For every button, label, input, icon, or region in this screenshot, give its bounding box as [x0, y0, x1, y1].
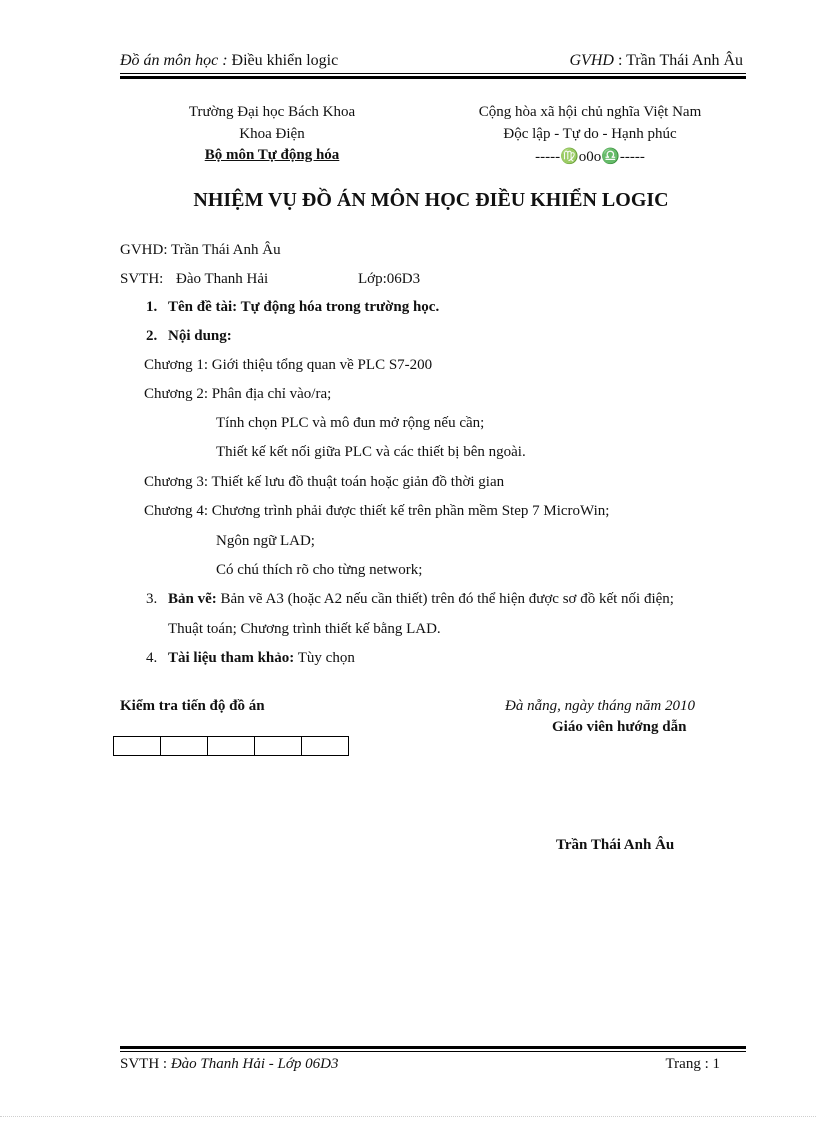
page-edge-divider [0, 1116, 816, 1117]
progress-cell [255, 737, 302, 756]
header-left [120, 52, 338, 70]
header-gvhd-label: GVHD [569, 52, 614, 69]
signer-name: Trần Thái Anh Âu [556, 837, 675, 853]
page-title: NHIỆM VỤ ĐỒ ÁN MÔN HỌC ĐIỀU KHIỂN LOGIC [193, 189, 669, 211]
footer-rule-thin [120, 1051, 746, 1052]
item-3-number: 3. [146, 591, 158, 607]
item-4-line [168, 650, 355, 667]
signer-role: Giáo viên hướng dẫn [552, 719, 687, 735]
chapter-4-sub-b: Có chú thích rõ cho từng network; [216, 562, 423, 578]
place-date: Đà nẵng, ngày tháng năm 2010 [505, 698, 695, 714]
item-3-continuation: Thuật toán; Chương trình thiết kế bằng LAD. [168, 621, 441, 637]
progress-cell [161, 737, 208, 756]
national-ornament: -----♍o0o♎----- [535, 149, 645, 165]
footer-student-info: Đào Thanh Hải - Lớp 06D3 [167, 1056, 339, 1072]
item-3-text: Bản vẽ A3 (hoặc A2 nếu cần thiết) trên đó thể hiện được sơ đồ kết nối điện; [216, 591, 674, 607]
chapter-2: Chương 2: Phân địa chỉ vào/ra; [144, 386, 332, 402]
header-right [570, 52, 744, 70]
chapter-3: Chương 3: Thiết kế lưu đồ thuật toán hoặc giản đồ thời gian [144, 474, 505, 490]
progress-label: Kiểm tra tiến độ đồ án [120, 698, 265, 714]
item-1-number: 1. [146, 299, 158, 315]
header-rule-thick [120, 76, 746, 79]
progress-cell [302, 737, 349, 756]
chapter-1: Chương 1: Giới thiệu tổng quan về PLC S7-200 [144, 357, 433, 373]
item-1-topic: Tên đề tài: Tự động hóa trong trường học. [168, 299, 440, 315]
header-course-name: Điều khiển logic [227, 52, 339, 69]
footer-page-number: Trang : 1 [665, 1056, 720, 1072]
national-line-1: Cộng hòa xã hội chủ nghĩa Việt Nam [478, 104, 702, 120]
header-rule-thin [120, 73, 746, 74]
item-2-label: Nội dung: [168, 328, 232, 344]
national-line-2: Độc lập - Tự do - Hạnh phúc [503, 126, 677, 142]
item-3-line [168, 591, 674, 608]
item-4-text: Tùy chọn [294, 650, 355, 666]
header-course-label: Đồ án môn học : [120, 52, 228, 69]
footer-rule-thick [120, 1046, 746, 1049]
progress-cell [114, 737, 161, 756]
gvhd-line: GVHD: Trần Thái Anh Âu [120, 242, 281, 258]
svth-label: SVTH: [120, 271, 164, 287]
svth-class: Lớp:06D3 [358, 271, 421, 287]
footer-left [120, 1056, 338, 1073]
department-name: Bộ môn Tự động hóa [204, 147, 340, 163]
faculty-name: Khoa Điện [239, 126, 305, 142]
chapter-4: Chương 4: Chương trình phải được thiết kế trên phần mềm Step 7 MicroWin; [144, 503, 610, 519]
footer-svth-label: SVTH : [120, 1056, 168, 1072]
svth-name: Đào Thanh Hải [176, 271, 269, 287]
chapter-4-sub-a: Ngôn ngữ LAD; [216, 533, 315, 549]
chapter-2-sub-a: Tính chọn PLC và mô đun mở rộng nếu cần; [216, 415, 485, 431]
item-4-number: 4. [146, 650, 158, 666]
progress-table [113, 736, 349, 756]
chapter-2-sub-b: Thiết kế kết nối giữa PLC và các thiết bị bên ngoài. [216, 444, 526, 460]
progress-cell [208, 737, 255, 756]
item-4-label: Tài liệu tham khảo: [168, 650, 295, 666]
header-gvhd-name: : Trần Thái Anh Âu [613, 52, 743, 69]
progress-row [114, 737, 349, 756]
item-3-label: Bản vẽ: [168, 591, 217, 607]
item-2-number: 2. [146, 328, 158, 344]
university-name: Trường Đại học Bách Khoa [188, 104, 356, 120]
